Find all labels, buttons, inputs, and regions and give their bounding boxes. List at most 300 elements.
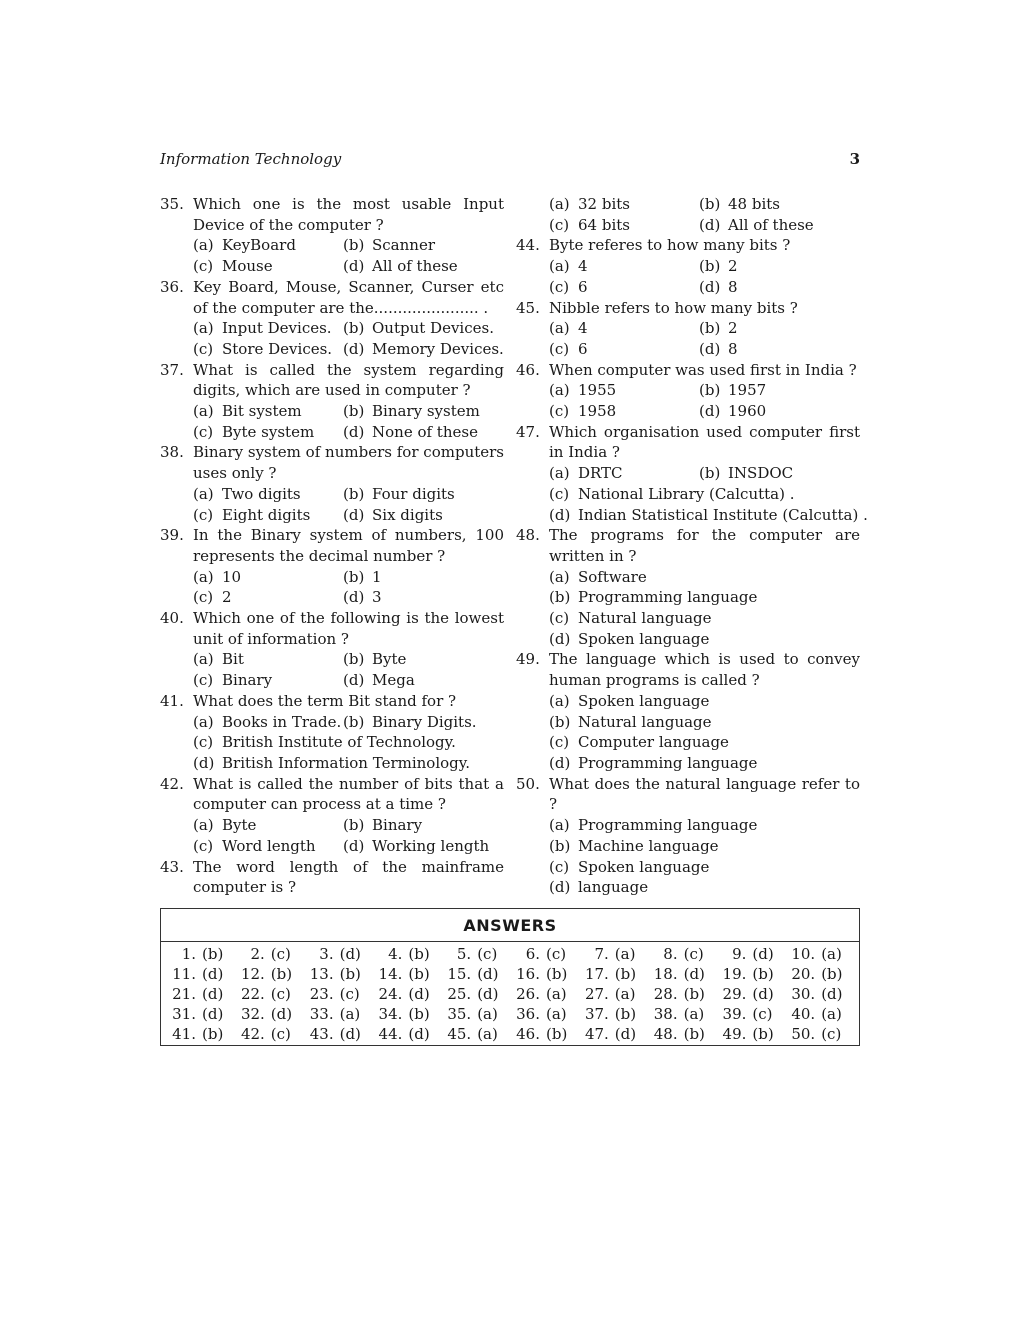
option (193, 235, 343, 256)
option (549, 194, 699, 215)
option-label: (c) (549, 339, 570, 358)
option (549, 712, 860, 733)
option-label: (d) (699, 277, 721, 296)
option-label: (d) (549, 753, 571, 772)
option-label: (d) (699, 402, 721, 421)
answer-number: 27. (584, 985, 609, 1003)
answer-entry (717, 1004, 786, 1024)
option-list (549, 815, 860, 898)
answer-number: 6. (525, 945, 540, 963)
option-text: All of these (372, 257, 458, 276)
option-label: (d) (343, 836, 365, 855)
option-list (549, 380, 860, 421)
question-number: 36. (160, 277, 184, 296)
answer-value: (a) (614, 945, 636, 963)
answer-value: (d) (202, 965, 224, 983)
answer-value: (c) (339, 985, 360, 1003)
answer-value: (a) (546, 1005, 567, 1023)
option (343, 712, 504, 733)
answer-value: (a) (821, 945, 842, 963)
page-number: 3 (849, 150, 860, 168)
answer-value: (b) (202, 945, 224, 963)
option (193, 753, 504, 774)
question-text: The language which is used to convey human programs is called ? (549, 650, 860, 690)
question-text: What does the term Bit stand for ? (193, 691, 457, 710)
question-item (160, 360, 504, 443)
answer-value: (a) (546, 985, 567, 1003)
answer-entry (511, 1024, 580, 1044)
answer-entry (580, 964, 649, 984)
option (343, 401, 504, 422)
option (549, 877, 860, 898)
question-number: 50. (516, 774, 540, 793)
answer-value: (d) (683, 965, 705, 983)
answer-entry (236, 1004, 305, 1024)
question-item (160, 857, 504, 898)
answer-entry (305, 1024, 374, 1044)
option-list (549, 691, 860, 774)
question-text: Nibble refers to how many bits ? (549, 298, 798, 317)
question-row (160, 774, 504, 815)
answer-value: (d) (339, 1025, 361, 1043)
option (193, 649, 343, 670)
question-row (516, 235, 860, 256)
option-text: Byte system (222, 422, 315, 441)
answer-number: 40. (791, 1005, 816, 1023)
answer-value: (c) (546, 945, 567, 963)
question-item (160, 774, 504, 857)
question-row (160, 277, 504, 318)
answer-number: 25. (447, 985, 472, 1003)
option-label: (d) (699, 339, 721, 358)
option (193, 318, 343, 339)
answer-number: 41. (172, 1025, 196, 1043)
question-item (516, 649, 860, 773)
option (193, 587, 343, 608)
answer-number: 20. (791, 965, 816, 983)
answer-entry (305, 944, 374, 964)
option-label: (b) (699, 195, 721, 213)
option (549, 629, 860, 650)
option-text: 3 (372, 588, 382, 607)
answer-entry (717, 1024, 786, 1044)
answer-number: 17. (584, 965, 609, 983)
option (549, 339, 699, 360)
option (549, 505, 868, 526)
answer-value: (b) (614, 1005, 637, 1023)
right-column (516, 194, 868, 898)
option (549, 277, 699, 298)
option-label: (d) (193, 753, 215, 772)
option-label: (c) (193, 733, 214, 752)
answer-entry (442, 964, 511, 984)
option-label: (b) (549, 588, 571, 607)
answer-number: 13. (309, 965, 334, 983)
option-label: (b) (343, 236, 365, 255)
answer-number: 45. (447, 1025, 472, 1043)
option-label: (c) (549, 857, 570, 876)
option (193, 339, 343, 360)
answer-value: (d) (202, 985, 224, 1003)
answer-number: 31. (172, 1005, 196, 1023)
option (549, 463, 699, 484)
answer-number: 34. (378, 1005, 403, 1023)
answer-value: (b) (202, 1025, 224, 1043)
question-row (160, 691, 504, 712)
answer-number: 46. (516, 1025, 540, 1043)
question-number: 48. (516, 526, 540, 545)
option (193, 815, 343, 836)
option-label: (c) (193, 339, 214, 358)
option (193, 732, 504, 753)
option (549, 587, 860, 608)
answer-number: 23. (309, 985, 334, 1003)
question-item (516, 774, 860, 898)
option-text: Programming language (578, 753, 758, 772)
option-label: (a) (549, 257, 570, 276)
option (343, 505, 504, 526)
question-row (516, 422, 860, 463)
answer-number: 37. (584, 1005, 609, 1023)
answer-entry (786, 964, 855, 984)
answer-number: 18. (653, 965, 678, 983)
option-label: (a) (549, 567, 570, 586)
option (343, 235, 504, 256)
option-text: None of these (372, 422, 478, 441)
answer-value: (d) (339, 945, 361, 963)
answer-number: 35. (447, 1005, 472, 1023)
option-label: (a) (549, 381, 570, 400)
answer-value: (a) (614, 985, 636, 1003)
answer-value: (a) (477, 1025, 498, 1043)
question-number: 38. (160, 443, 184, 462)
answer-entry (580, 944, 649, 964)
answer-entry (442, 1004, 511, 1024)
option-text: Word length (222, 836, 316, 855)
answer-value: (c) (752, 1005, 773, 1023)
answer-number: 19. (722, 965, 747, 983)
option-list (549, 567, 860, 650)
option-label: (a) (193, 402, 214, 421)
option-text: Natural language (578, 609, 712, 628)
option-label: (a) (549, 464, 570, 483)
answer-value: (d) (477, 985, 499, 1003)
answer-value: (b) (408, 965, 430, 983)
option-text: Six digits (372, 505, 443, 524)
option-label: (c) (549, 277, 570, 296)
question-row (516, 774, 860, 815)
question-row (516, 525, 860, 566)
answer-entry (167, 964, 236, 984)
answer-value: (c) (270, 945, 291, 963)
answer-number: 47. (584, 1025, 609, 1043)
option (699, 463, 868, 484)
option-text: 48 bits (728, 195, 780, 213)
answer-entry (236, 944, 305, 964)
option-label: (b) (343, 402, 365, 421)
answer-entry (649, 984, 718, 1004)
answer-entry (786, 1004, 855, 1024)
option (343, 567, 504, 588)
question-item (516, 298, 860, 360)
option-list (549, 318, 860, 359)
answer-number: 22. (240, 985, 265, 1003)
option (699, 401, 860, 422)
option-text: 8 (728, 339, 738, 358)
option-text: 10 (222, 567, 242, 586)
option-label: (a) (193, 484, 214, 503)
answer-number: 48. (653, 1025, 678, 1043)
option-text: 4 (578, 319, 588, 338)
option-label: (d) (549, 505, 571, 524)
question-item (516, 194, 860, 235)
option-list (549, 463, 868, 525)
option-label: (c) (193, 836, 214, 855)
option-label: (b) (343, 484, 365, 503)
answer-entry (305, 984, 374, 1004)
option (699, 318, 860, 339)
option-text: Software (578, 567, 647, 586)
option (343, 836, 504, 857)
option-text: 1 (372, 567, 382, 586)
option (549, 815, 860, 836)
option (343, 815, 504, 836)
option-text: National Library (Calcutta) . (578, 484, 795, 503)
question-text: Byte referes to how many bits ? (549, 236, 791, 255)
answer-value: (d) (752, 945, 774, 963)
option-text: Programming language (578, 816, 758, 835)
answer-number: 32. (240, 1005, 265, 1023)
option-text: 1958 (578, 402, 617, 421)
answer-number: 14. (378, 965, 403, 983)
answer-value: (b) (752, 1025, 774, 1043)
answer-value: (b) (270, 965, 293, 983)
option-label: (d) (343, 422, 365, 441)
option-label: (a) (193, 712, 214, 731)
answer-entry (167, 1004, 236, 1024)
answer-number: 49. (722, 1025, 747, 1043)
option-text: 64 bits (578, 215, 630, 234)
option (549, 256, 699, 277)
answer-value: (c) (270, 1025, 291, 1043)
option (549, 215, 699, 236)
option-label: (d) (343, 257, 365, 276)
answer-number: 15. (447, 965, 472, 983)
left-column (160, 194, 504, 898)
answer-entry (442, 984, 511, 1004)
answer-entry (580, 1004, 649, 1024)
question-item (516, 525, 860, 649)
option (193, 567, 343, 588)
answer-entry (373, 1004, 442, 1024)
option-text: Byte (372, 650, 407, 669)
option (193, 256, 343, 277)
option-text: Working length (372, 836, 490, 855)
answer-entry (305, 964, 374, 984)
option-text: Scanner (372, 236, 435, 255)
answer-entry (442, 944, 511, 964)
question-item (160, 608, 504, 691)
option-label: (a) (193, 650, 214, 669)
answer-value: (a) (683, 1005, 705, 1023)
question-text: What does the natural language refer to ? (549, 774, 860, 814)
answer-value: (d) (202, 1005, 224, 1023)
answer-number: 3. (319, 945, 334, 963)
answer-entry (786, 984, 855, 1004)
option-label: (b) (699, 257, 721, 276)
option (193, 712, 343, 733)
option (699, 380, 860, 401)
answers-title: ANSWERS (161, 909, 859, 942)
question-row (516, 298, 860, 319)
option-text: language (578, 878, 649, 897)
answer-value: (c) (683, 945, 704, 963)
answer-entry (649, 944, 718, 964)
option-label: (b) (699, 381, 721, 400)
option-list (193, 815, 504, 856)
answer-value: (b) (339, 965, 361, 983)
option-text: Store Devices. (222, 339, 333, 358)
option-label: (a) (193, 816, 214, 835)
answer-entry (511, 964, 580, 984)
option (549, 608, 860, 629)
answer-entry (167, 984, 236, 1004)
option-text: Books in Trade. (222, 712, 342, 731)
option (699, 215, 860, 236)
option-label: (a) (193, 567, 214, 586)
question-item (160, 691, 504, 774)
option-text: Spoken language (578, 857, 710, 876)
option-label: (d) (343, 588, 365, 607)
question-text: What is called the number of bits that a computer can process at a time ? (193, 774, 504, 814)
option (549, 567, 860, 588)
option-label: (d) (343, 671, 365, 690)
question-text: Binary system of numbers for computers uses only ? (193, 443, 504, 483)
answer-entry (511, 1004, 580, 1024)
answer-number: 21. (172, 985, 196, 1003)
option-list (549, 256, 860, 297)
answer-value: (b) (546, 1025, 568, 1043)
question-number: 35. (160, 195, 184, 213)
option-label: (a) (193, 319, 214, 338)
option-label: (b) (343, 650, 365, 669)
answer-value: (b) (408, 1005, 430, 1023)
question-item (160, 525, 504, 608)
option (549, 401, 699, 422)
option-text: 1955 (578, 381, 617, 400)
option-label: (d) (549, 878, 571, 897)
option (343, 256, 504, 277)
option (343, 318, 504, 339)
answer-value: (d) (408, 985, 430, 1003)
option (549, 691, 860, 712)
question-number: 44. (516, 236, 540, 255)
option-text: Machine language (578, 836, 719, 855)
option-label: (a) (549, 319, 570, 338)
option-list (193, 401, 504, 442)
option-label: (c) (193, 257, 214, 276)
answer-value: (d) (821, 985, 843, 1003)
option-text: 8 (728, 277, 738, 296)
option-list (193, 712, 504, 774)
answer-number: 4. (388, 945, 403, 963)
option-text: 2 (728, 257, 738, 276)
answers-grid (161, 942, 859, 1044)
option-text: Mega (372, 671, 415, 690)
option-text: Binary Digits. (372, 712, 477, 731)
option-list (193, 235, 504, 276)
option-label: (b) (699, 319, 721, 338)
answer-value: (a) (821, 1005, 842, 1023)
answer-entry (580, 984, 649, 1004)
answer-number: 44. (378, 1025, 403, 1043)
option-text: Programming language (578, 588, 758, 607)
answer-number: 28. (653, 985, 678, 1003)
option-text: 1960 (728, 402, 767, 421)
option (193, 422, 343, 443)
answer-number: 7. (594, 945, 609, 963)
answer-value: (b) (821, 965, 843, 983)
option-text: Output Devices. (372, 319, 494, 338)
answer-value: (c) (477, 945, 498, 963)
option-text: Natural language (578, 712, 712, 731)
option (193, 836, 343, 857)
option-label: (a) (549, 816, 570, 835)
answer-number: 10. (791, 945, 816, 963)
option-text: Spoken language (578, 691, 710, 710)
question-text: Which one is the most usable Input Device of the computer ? (193, 195, 504, 234)
option-text: Indian Statistical Institute (Calcutta) . (578, 505, 868, 524)
question-item (160, 277, 504, 360)
option-label: (c) (549, 609, 570, 628)
option-label: (c) (193, 671, 214, 690)
option (193, 505, 343, 526)
answer-entry (786, 944, 855, 964)
answer-entry (649, 1024, 718, 1044)
answer-entry (511, 984, 580, 1004)
question-number: 42. (160, 774, 184, 793)
option (549, 857, 860, 878)
answer-entry (236, 964, 305, 984)
option-text: 32 bits (578, 195, 630, 213)
option-label: (b) (549, 712, 571, 731)
question-text: Which organisation used computer first in India ? (549, 422, 860, 462)
answer-number: 8. (663, 945, 678, 963)
option (549, 380, 699, 401)
answer-number: 11. (172, 965, 196, 983)
option-label: (a) (549, 195, 570, 213)
answer-value: (b) (683, 1025, 705, 1043)
option-text: Byte (222, 816, 257, 835)
option-text: Four digits (372, 484, 455, 503)
question-text: Key Board, Mouse, Scanner, Curser etc of the computer are the...................... . (193, 277, 504, 317)
answer-number: 30. (791, 985, 816, 1003)
option-text: Two digits (222, 484, 301, 503)
question-row (160, 525, 504, 566)
option-label: (c) (549, 215, 570, 234)
question-item (516, 360, 860, 422)
answer-entry (717, 984, 786, 1004)
option-label: (c) (193, 422, 214, 441)
option-label: (c) (193, 505, 214, 524)
answer-number: 2. (250, 945, 265, 963)
answer-entry (373, 1024, 442, 1044)
option-label: (b) (343, 319, 365, 338)
question-row (160, 608, 504, 649)
answer-value: (c) (270, 985, 291, 1003)
answer-entry (305, 1004, 374, 1024)
answer-number: 29. (722, 985, 747, 1003)
